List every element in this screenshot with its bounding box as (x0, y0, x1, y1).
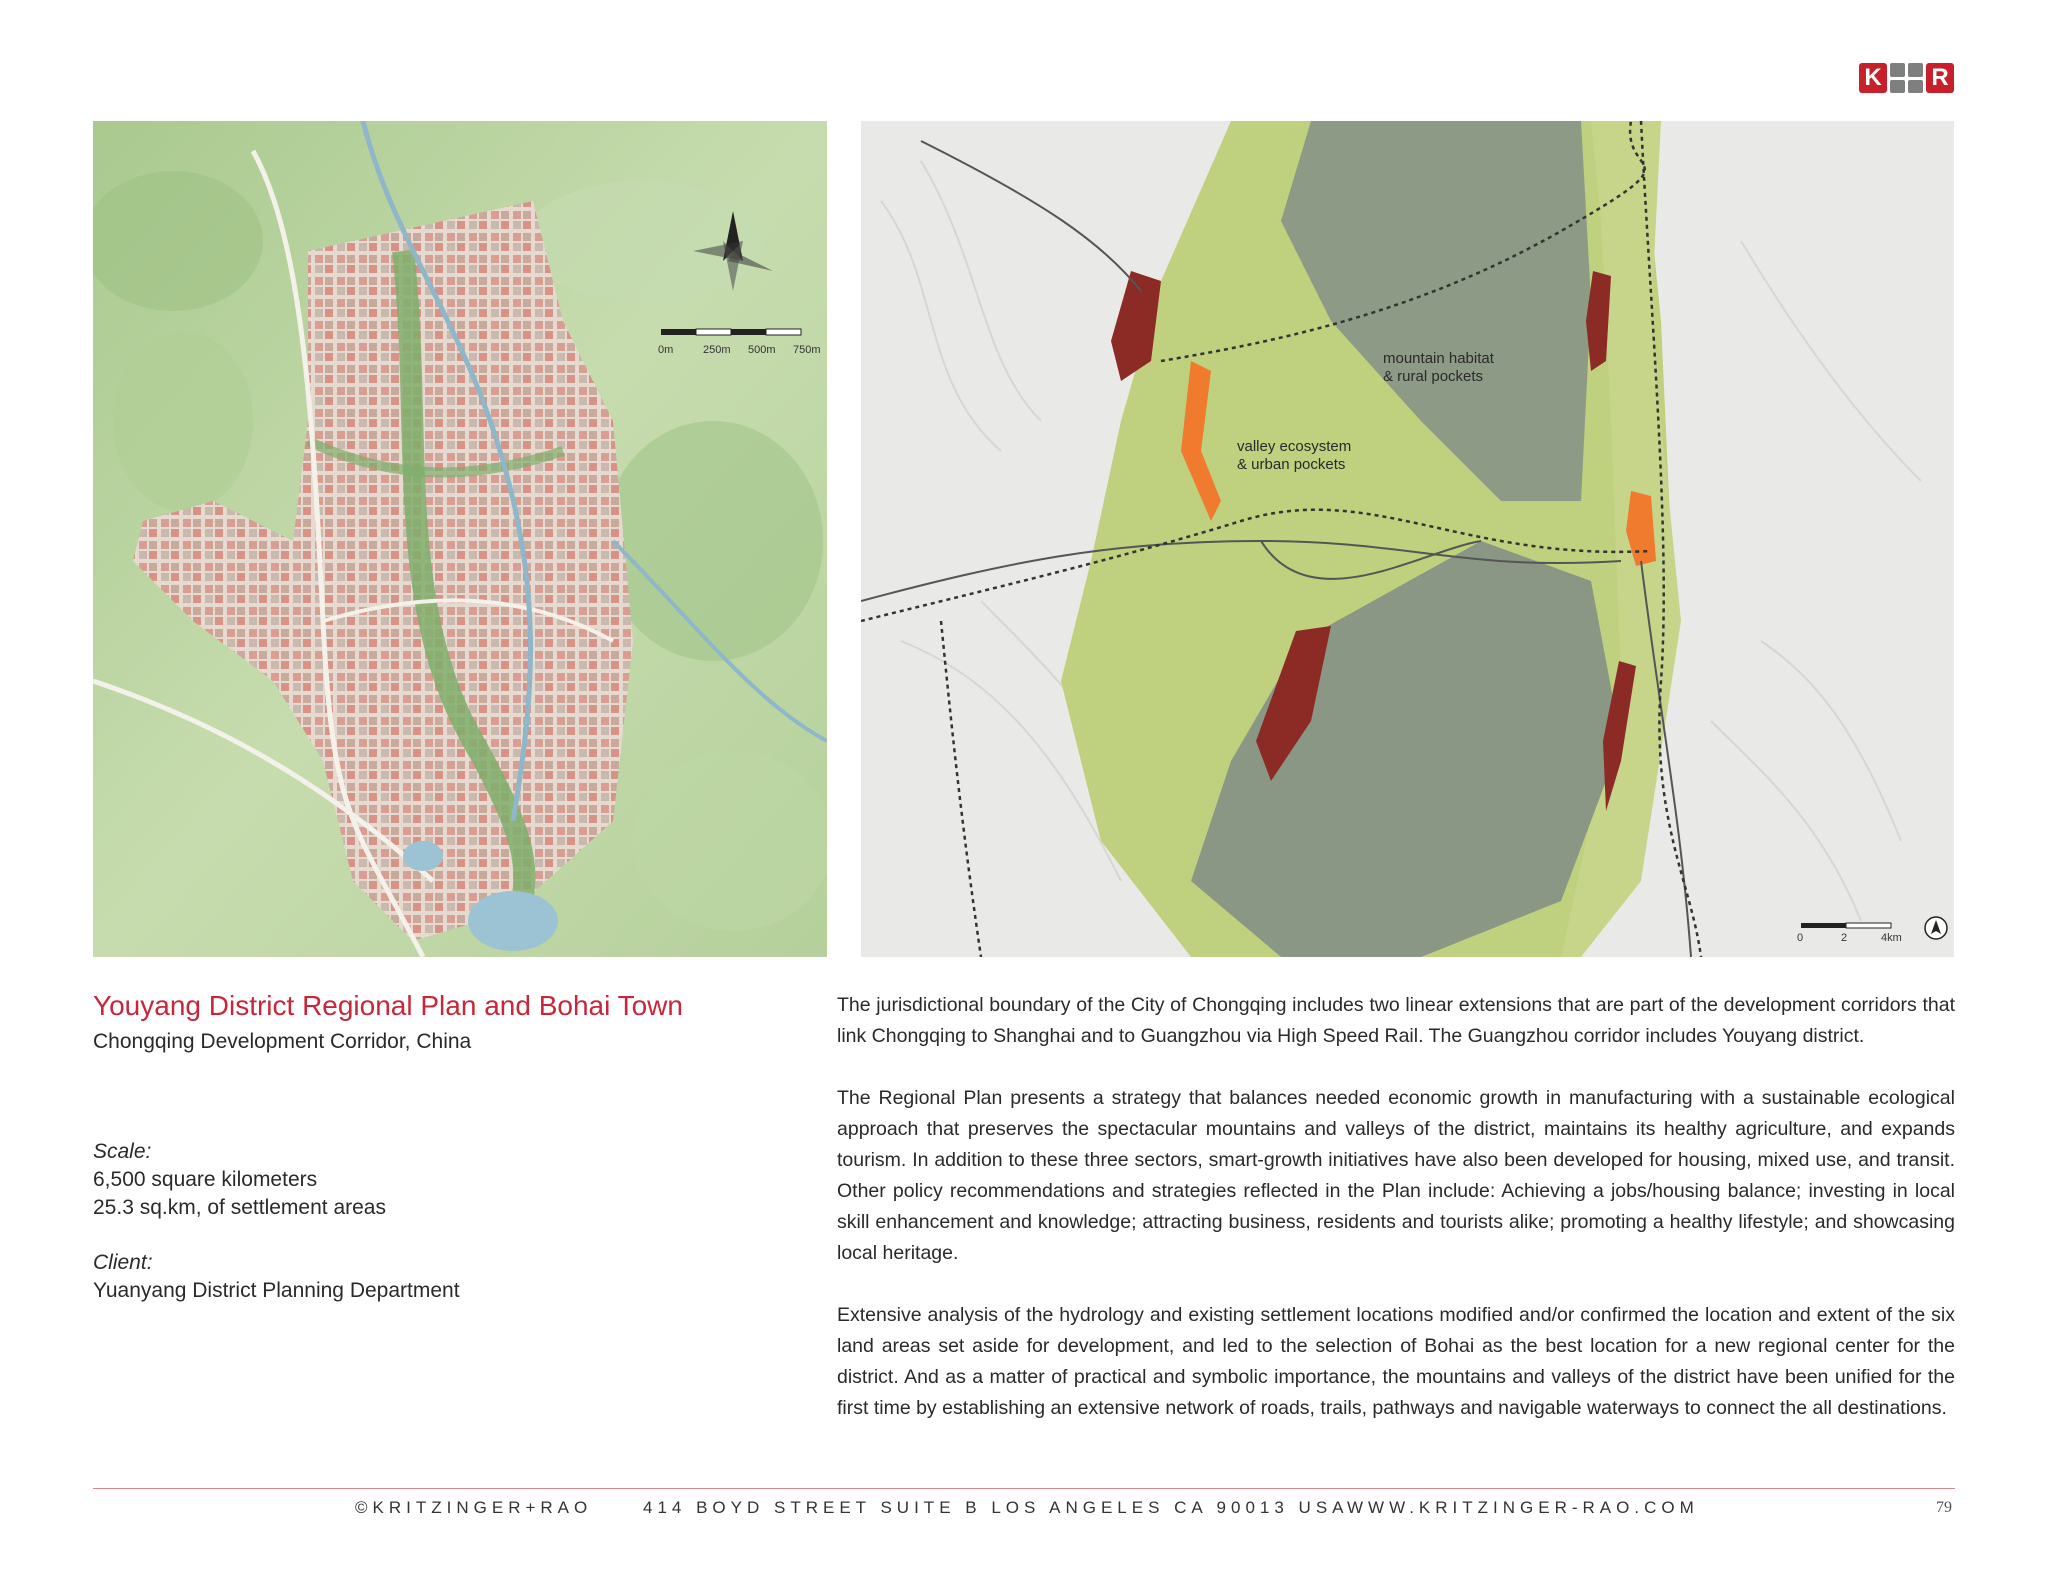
label-valley-ecosystem: valley ecosystem (1237, 438, 1352, 455)
right-scale-0: 0 (1797, 932, 1804, 944)
logo-grid-icon (1890, 63, 1923, 93)
scale-value-area: 6,500 square kilometers (93, 1168, 318, 1191)
client-value: Yuanyang District Planning Department (93, 1279, 460, 1302)
project-subtitle: Chongqing Development Corridor, China (93, 1030, 472, 1053)
paragraph-2: The Regional Plan presents a strategy that balances needed economic growth in manufacturing with a sustainable ecological approach that preserves the spectacular mountains and valleys of the district, maintains its healthy agriculture, and expands tourism. In addition to these three sectors, smart-growth initiatives have also been developed for housing, mixed use, and transit. Other policy recommendations and strategies reflected in the Plan include: Achieving a jobs/housing balance; investing in local skill enhancement and knowledge; attracting business, residents and tourists alike; promoting a healthy lifestyle; and showcasing local heritage. (837, 1087, 1955, 1264)
label-mountain-habitat: mountain habitat (1383, 350, 1494, 367)
logo-letter-r: R (1926, 63, 1954, 93)
left-scale-0: 0m (658, 344, 674, 356)
footer-website[interactable]: WWW.KRITZINGER-RAO.COM (1347, 1498, 1699, 1517)
regional-plan-map-image (861, 121, 1954, 957)
left-scale-750: 750m (793, 344, 821, 356)
client-label: Client: (93, 1251, 153, 1274)
footer-copyright: ©KRITZINGER+RAO (355, 1498, 593, 1517)
right-scale-2: 2 (1841, 932, 1848, 944)
scale-label: Scale: (93, 1140, 152, 1163)
kr-logo (1859, 63, 1956, 93)
project-title: Youyang District Regional Plan and Bohai Town (93, 990, 683, 1021)
label-urban-pockets: & urban pockets (1237, 456, 1346, 473)
scale-value-settlement: 25.3 sq.km, of settlement areas (93, 1196, 386, 1219)
logo-letter-k: K (1859, 63, 1887, 93)
paragraph-3: Extensive analysis of the hydrology and existing settlement locations modified and/or confirmed the location and extent of the six land areas set aside for development, and led to the selection of Bohai as the best location for a new regional center for the district. And as a matter of practical and symbolic importance, the mountains and valleys of the district have been unified for the first time by establishing an extensive network of roads, trails, pathways and navigable waterways to connect the all destinations. (837, 1304, 1955, 1419)
left-scale-250: 250m (703, 344, 731, 356)
project-description (837, 990, 1955, 1455)
footer-address: 414 BOYD STREET SUITE B LOS ANGELES CA 90013 USA (643, 1498, 1349, 1517)
bohai-town-plan-image (93, 121, 827, 957)
left-scale-500: 500m (748, 344, 776, 356)
north-arrow-icon (1925, 917, 1947, 939)
page-number: 79 (1936, 1499, 1952, 1516)
paragraph-1: The jurisdictional boundary of the City of Chongqing includes two linear extensions that are part of the development corridors that link Chongqing to Shanghai and to Guangzhou via High Speed Rail. The Guangzhou corridor includes Youyang district. (837, 994, 1955, 1047)
right-scale-4km: 4km (1881, 932, 1902, 944)
label-rural-pockets: & rural pockets (1383, 368, 1484, 385)
footer-divider (93, 1488, 1955, 1489)
